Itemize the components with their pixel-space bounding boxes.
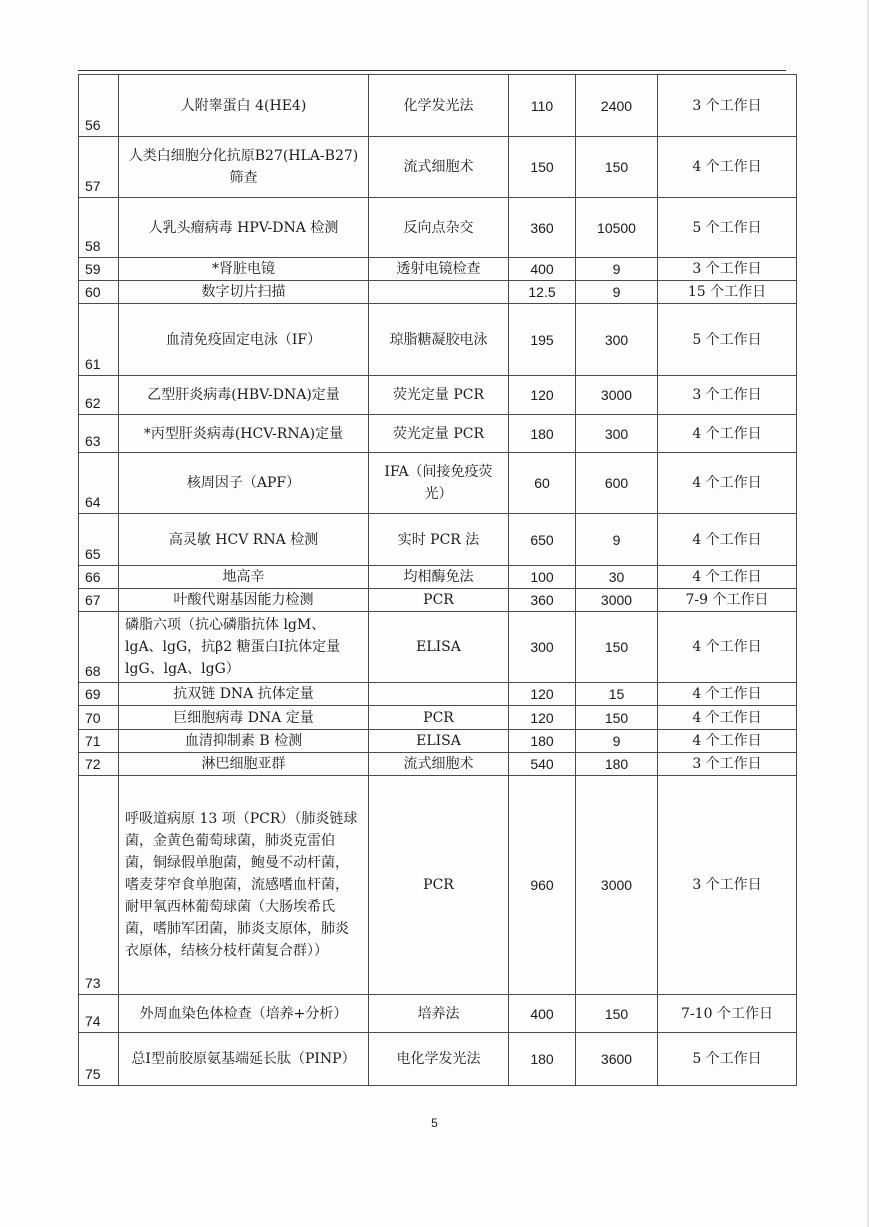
table-row (79, 566, 797, 589)
item-price: 650 (509, 514, 576, 566)
item-name: 血清免疫固定电泳（IF） (119, 304, 369, 376)
table-row (79, 776, 797, 995)
item-name: 淋巴细胞亚群 (119, 753, 369, 776)
table-row (79, 304, 797, 376)
table-row (79, 706, 797, 730)
test-method: 荧光定量 PCR (369, 415, 509, 453)
turnaround-time: 3 个工作日 (658, 75, 797, 137)
table-row (79, 589, 797, 612)
turnaround-time: 15 个工作日 (658, 281, 797, 304)
test-method: 琼脂糖凝胶电泳 (369, 304, 509, 376)
table-row (79, 995, 797, 1033)
item-name: 高灵敏 HCV RNA 检测 (119, 514, 369, 566)
item-quantity: 9 (576, 281, 658, 304)
item-price: 150 (509, 137, 576, 198)
test-method: 化学发光法 (369, 75, 509, 137)
header-rule (78, 70, 786, 71)
row-number: 57 (79, 137, 119, 198)
item-price: 180 (509, 415, 576, 453)
turnaround-time: 3 个工作日 (658, 376, 797, 415)
row-number: 70 (79, 706, 119, 730)
test-method: 电化学发光法 (369, 1033, 509, 1086)
test-method: 透射电镜检查 (369, 258, 509, 281)
row-number: 71 (79, 730, 119, 753)
item-quantity: 150 (576, 137, 658, 198)
row-number: 72 (79, 753, 119, 776)
item-name: 磷脂六项（抗心磷脂抗体 lgM、lgA、lgG，抗β2 糖蛋白Ⅰ抗体定量 lgG、lgA、lgG） (119, 612, 369, 683)
row-number: 59 (79, 258, 119, 281)
turnaround-time: 4 个工作日 (658, 612, 797, 683)
table-row (79, 75, 797, 137)
item-quantity: 3000 (576, 589, 658, 612)
item-quantity: 2400 (576, 75, 658, 137)
item-name: *肾脏电镜 (119, 258, 369, 281)
table-row (79, 137, 797, 198)
test-method: 流式细胞术 (369, 753, 509, 776)
turnaround-time: 4 个工作日 (658, 566, 797, 589)
item-quantity: 30 (576, 566, 658, 589)
test-method: 荧光定量 PCR (369, 376, 509, 415)
item-name: 人类白细胞分化抗原B27(HLA-B27)筛查 (119, 137, 369, 198)
test-method: ELISA (369, 730, 509, 753)
test-method: PCR (369, 706, 509, 730)
table-row (79, 753, 797, 776)
test-method: IFA（间接免疫荧光） (369, 453, 509, 514)
item-price: 110 (509, 75, 576, 137)
item-name: 乙型肝炎病毒(HBV-DNA)定量 (119, 376, 369, 415)
table-row (79, 683, 797, 706)
table-row (79, 514, 797, 566)
item-price: 360 (509, 589, 576, 612)
item-quantity: 150 (576, 995, 658, 1033)
test-method (369, 683, 509, 706)
item-quantity: 10500 (576, 198, 658, 258)
test-method: 反向点杂交 (369, 198, 509, 258)
row-number: 63 (79, 415, 119, 453)
table-row (79, 198, 797, 258)
row-number: 64 (79, 453, 119, 514)
item-quantity: 9 (576, 514, 658, 566)
item-quantity: 9 (576, 730, 658, 753)
table-row (79, 376, 797, 415)
item-price: 540 (509, 753, 576, 776)
turnaround-time: 4 个工作日 (658, 683, 797, 706)
table-row (79, 730, 797, 753)
item-quantity: 150 (576, 612, 658, 683)
item-price: 400 (509, 995, 576, 1033)
item-name: 总Ⅰ型前胶原氨基端延长肽（PINP） (119, 1033, 369, 1086)
item-price: 180 (509, 730, 576, 753)
turnaround-time: 4 个工作日 (658, 415, 797, 453)
test-method: 培养法 (369, 995, 509, 1033)
test-items-table (78, 74, 797, 1086)
test-method: 实时 PCR 法 (369, 514, 509, 566)
turnaround-time: 3 个工作日 (658, 258, 797, 281)
turnaround-time: 5 个工作日 (658, 304, 797, 376)
item-price: 120 (509, 683, 576, 706)
turnaround-time: 4 个工作日 (658, 706, 797, 730)
item-price: 12.5 (509, 281, 576, 304)
item-name: 巨细胞病毒 DNA 定量 (119, 706, 369, 730)
turnaround-time: 4 个工作日 (658, 137, 797, 198)
item-quantity: 180 (576, 753, 658, 776)
item-name: 人乳头瘤病毒 HPV-DNA 检测 (119, 198, 369, 258)
item-name: 外周血染色体检查（培养+分析） (119, 995, 369, 1033)
row-number: 62 (79, 376, 119, 415)
row-number: 68 (79, 612, 119, 683)
table-row (79, 612, 797, 683)
item-name: 核周因子（APF） (119, 453, 369, 514)
item-name: 血清抑制素 B 检测 (119, 730, 369, 753)
item-price: 195 (509, 304, 576, 376)
item-name: 叶酸代谢基因能力检测 (119, 589, 369, 612)
item-quantity: 3600 (576, 1033, 658, 1086)
row-number: 69 (79, 683, 119, 706)
turnaround-time: 4 个工作日 (658, 730, 797, 753)
turnaround-time: 5 个工作日 (658, 1033, 797, 1086)
row-number: 65 (79, 514, 119, 566)
item-name: 抗双链 DNA 抗体定量 (119, 683, 369, 706)
row-number: 61 (79, 304, 119, 376)
table-row (79, 453, 797, 514)
item-price: 960 (509, 776, 576, 995)
table-row (79, 281, 797, 304)
item-price: 400 (509, 258, 576, 281)
item-price: 100 (509, 566, 576, 589)
item-quantity: 150 (576, 706, 658, 730)
item-name: 数字切片扫描 (119, 281, 369, 304)
test-method: PCR (369, 589, 509, 612)
row-number: 74 (79, 995, 119, 1033)
item-name: 地高辛 (119, 566, 369, 589)
item-price: 360 (509, 198, 576, 258)
row-number: 66 (79, 566, 119, 589)
item-name: 呼吸道病原 13 项（PCR）（肺炎链球菌，金黄色葡萄球菌，肺炎克雷伯菌，铜绿假单胞菌，鲍曼不动杆菌，嗜麦芽窄食单胞菌，流感嗜血杆菌，耐甲氧西林葡萄球菌（大肠埃希氏菌，嗜肺军团菌，肺炎支原体，肺炎衣原体，结核分枝杆菌复合群）） (119, 776, 369, 995)
row-number: 75 (79, 1033, 119, 1086)
test-method: 均相酶免法 (369, 566, 509, 589)
row-number: 60 (79, 281, 119, 304)
item-quantity: 300 (576, 415, 658, 453)
turnaround-time: 4 个工作日 (658, 453, 797, 514)
test-method: PCR (369, 776, 509, 995)
turnaround-time: 4 个工作日 (658, 514, 797, 566)
table-row (79, 415, 797, 453)
item-quantity: 3000 (576, 376, 658, 415)
test-method: ELISA (369, 612, 509, 683)
item-price: 180 (509, 1033, 576, 1086)
row-number: 56 (79, 75, 119, 137)
item-name: 人附睾蛋白 4(HE4) (119, 75, 369, 137)
item-name: *丙型肝炎病毒(HCV-RNA)定量 (119, 415, 369, 453)
page-number: 5 (431, 1116, 438, 1130)
table-row (79, 258, 797, 281)
turnaround-time: 7-9 个工作日 (658, 589, 797, 612)
row-number: 73 (79, 776, 119, 995)
test-method: 流式细胞术 (369, 137, 509, 198)
turnaround-time: 5 个工作日 (658, 198, 797, 258)
item-price: 120 (509, 706, 576, 730)
turnaround-time: 3 个工作日 (658, 776, 797, 995)
row-number: 58 (79, 198, 119, 258)
item-price: 120 (509, 376, 576, 415)
item-price: 300 (509, 612, 576, 683)
item-quantity: 600 (576, 453, 658, 514)
turnaround-time: 3 个工作日 (658, 753, 797, 776)
turnaround-time: 7-10 个工作日 (658, 995, 797, 1033)
table-row (79, 1033, 797, 1086)
item-price: 60 (509, 453, 576, 514)
item-quantity: 15 (576, 683, 658, 706)
item-quantity: 9 (576, 258, 658, 281)
item-quantity: 300 (576, 304, 658, 376)
test-method (369, 281, 509, 304)
item-quantity: 3000 (576, 776, 658, 995)
row-number: 67 (79, 589, 119, 612)
